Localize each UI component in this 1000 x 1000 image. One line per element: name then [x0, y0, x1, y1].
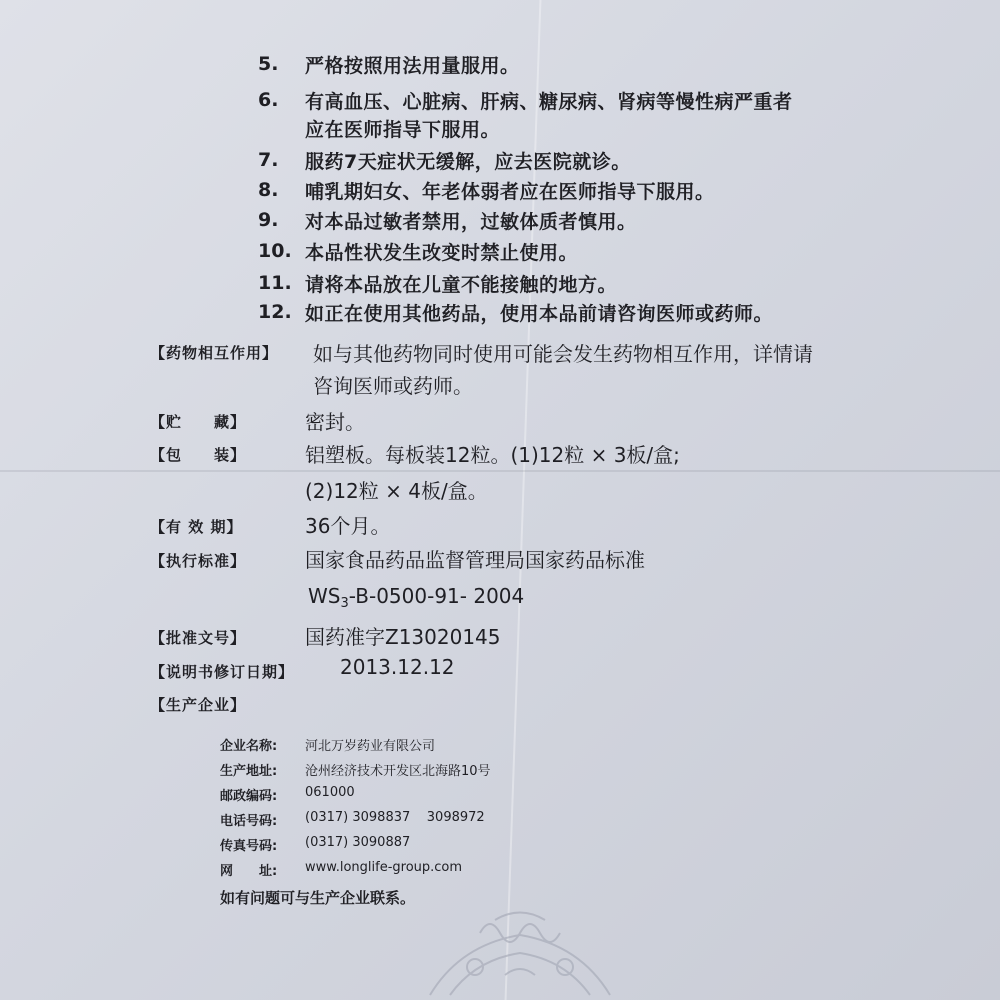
warning-9-number: 9. — [258, 209, 279, 231]
company-address-value: 沧州经济技术开发区北海路10号 — [305, 764, 491, 779]
manufacturer-label: 【生产企业】 — [150, 696, 247, 714]
company-fax-label: 传真号码: — [220, 839, 278, 854]
packaging-label: 【包 装】 — [150, 446, 247, 464]
company-phone-value: (0317) 3098837 3098972 — [305, 810, 485, 825]
company-website-label: 网 址: — [220, 864, 278, 879]
company-phone-label: 电话号码: — [220, 814, 278, 829]
standard-code — [308, 584, 524, 611]
validity-value: 36个月。 — [305, 514, 391, 538]
company-postcode-value: 061000 — [305, 785, 355, 800]
standard-code-prefix: WS — [308, 584, 341, 608]
warning-7-text: 服药7天症状无缓解，应去医院就诊。 — [305, 151, 631, 173]
storage-value: 密封。 — [305, 410, 365, 434]
company-name-label: 企业名称: — [220, 739, 278, 754]
warning-10-number: 10. — [258, 240, 292, 262]
warning-9-text: 对本品过敏者禁用，过敏体质者慎用。 — [305, 211, 637, 233]
closing-note: 如有问题可与生产企业联系。 — [220, 889, 416, 907]
warning-8-text: 哺乳期妇女、年老体弱者应在医师指导下服用。 — [305, 181, 715, 203]
warning-6-text-line2: 应在医师指导下服用。 — [305, 119, 501, 141]
revision-label: 【说明书修订日期】 — [150, 663, 295, 681]
interaction-text-line2: 咨询医师或药师。 — [313, 374, 473, 398]
packaging-text-line2: (2)12粒 × 4板/盒。 — [305, 479, 488, 503]
standard-text: 国家食品药品监督管理局国家药品标准 — [305, 548, 645, 572]
company-fax-value: (0317) 3090887 — [305, 835, 411, 850]
warning-11-number: 11. — [258, 272, 292, 294]
revision-value: 2013.12.12 — [340, 655, 455, 679]
company-name-value: 河北万岁药业有限公司 — [305, 739, 436, 754]
warning-10-text: 本品性状发生改变时禁止使用。 — [305, 242, 579, 264]
warning-6-text-line1: 有高血压、心脏病、肝病、糖尿病、肾病等慢性病严重者 — [305, 91, 793, 113]
standard-label: 【执行标准】 — [150, 552, 247, 570]
validity-label: 【有 效 期】 — [150, 518, 243, 536]
interaction-label: 【药物相互作用】 — [150, 344, 279, 362]
interaction-text-line1: 如与其他药物同时使用可能会发生药物相互作用，详情请 — [313, 342, 813, 366]
warning-11-text: 请将本品放在儿童不能接触的地方。 — [305, 274, 618, 296]
packaging-text-line1: 铝塑板。每板装12粒。(1)12粒 × 3板/盒; — [305, 443, 680, 467]
warning-12-text: 如正在使用其他药品，使用本品前请咨询医师或药师。 — [305, 303, 774, 325]
company-postcode-label: 邮政编码: — [220, 789, 278, 804]
warning-6-number: 6. — [258, 89, 279, 111]
ornament-watermark — [420, 905, 620, 1000]
company-website-value: www.longlife-group.com — [305, 860, 463, 875]
paper-fold-horizontal — [0, 470, 1000, 472]
approval-label: 【批准文号】 — [150, 629, 247, 647]
warning-8-number: 8. — [258, 179, 279, 201]
warning-5-number: 5. — [258, 53, 279, 75]
warning-7-number: 7. — [258, 149, 279, 171]
standard-code-subscript: 3 — [340, 596, 349, 611]
company-address-label: 生产地址: — [220, 764, 278, 779]
warning-5-text: 严格按照用法用量服用。 — [305, 55, 520, 77]
storage-label: 【贮 藏】 — [150, 413, 247, 431]
approval-value: 国药准字Z13020145 — [305, 625, 501, 649]
warning-12-number: 12. — [258, 301, 292, 323]
standard-code-rest: -B-0500-91- 2004 — [348, 584, 525, 608]
